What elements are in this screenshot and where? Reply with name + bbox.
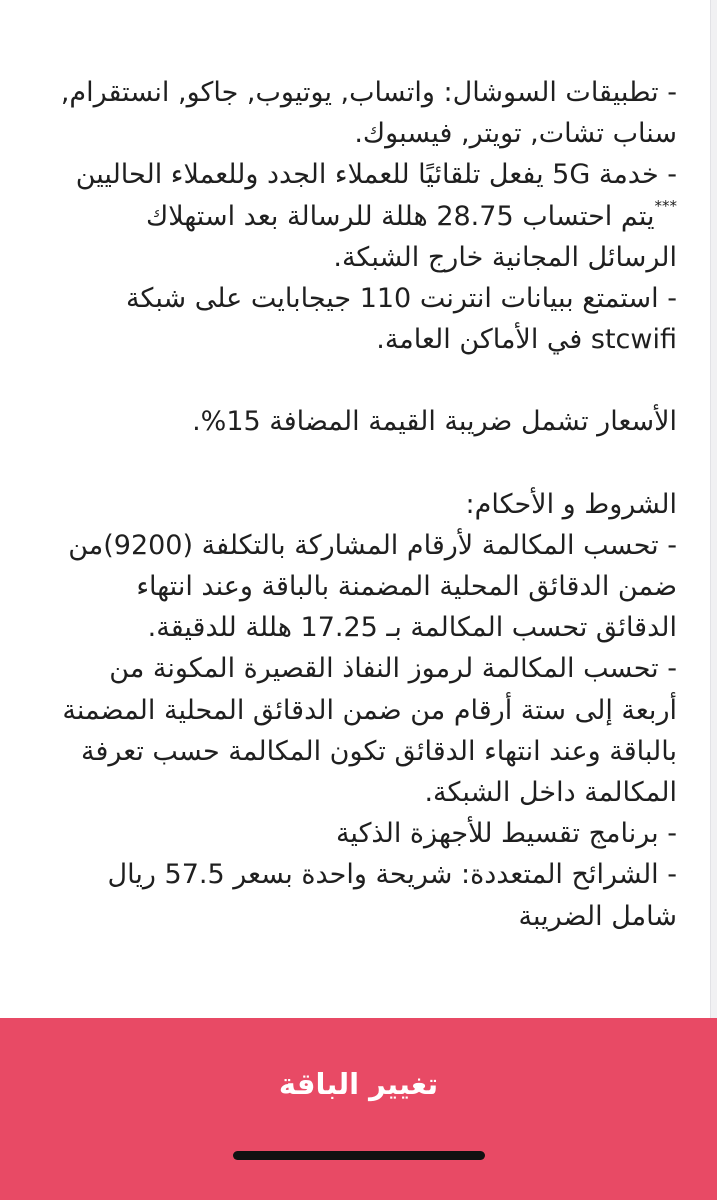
footnote-mark: *** [654,196,677,215]
social-apps-line: - تطبيقات السوشال: واتساب, يوتيوب, جاكو, انستقرام, سناب تشات, تويتر, فيسبوك. [60,77,677,150]
term-item-multi-sim: - الشرائح المتعددة: شريحة واحدة بسعر 57.5 ريال شامل الضريبة [107,859,677,932]
sms-charge-text: يتم احتساب 28.75 هللة للرسالة بعد استهلاك الرسائل المجانية خارج الشبكة. [145,200,677,273]
term-item-short-codes: - تحسب المكالمة لرموز النفاذ القصيرة المكونة من أربعة إلى ستة أرقام من ضمن الدقائق المحلية المضمنة بالباقة وعند انتهاء الدقائق تكون المكالمة حسب تعرفة المكالمة داخل الشبكة. [62,653,677,809]
5g-service-line: - خدمة 5G يفعل تلقائيًا للعملاء الجدد وللعملاء الحاليين [75,159,677,191]
change-plan-button[interactable]: تغيير الباقة [0,1018,717,1150]
spacer [60,360,677,401]
bottom-action-bar [0,1018,717,1200]
terms-heading: الشروط و الأحكام: [465,488,677,520]
spacer [60,443,677,484]
term-item-shared-numbers: - تحسب المكالمة لأرقام المشاركة بالتكلفة (9200)من ضمن الدقائق المحلية المضمنة بالباقة وعند انتهاء الدقائق تحسب المكالمة بـ 17.25 هللة للدقيقة. [68,529,677,644]
wifi-data-line: - استمتع ببيانات انترنت 110 جيجابايت على شبكة stcwifi في الأماكن العامة. [125,283,677,356]
plan-terms-content[interactable] [0,72,689,1018]
term-item-installments: - برنامج تقسيط للأجهزة الذكية [335,818,677,850]
scroll-edge [710,0,717,1018]
sms-charge-line [60,196,677,278]
vat-note: الأسعار تشمل ضريبة القيمة المضافة 15%. [192,406,677,438]
home-indicator[interactable] [233,1151,485,1160]
